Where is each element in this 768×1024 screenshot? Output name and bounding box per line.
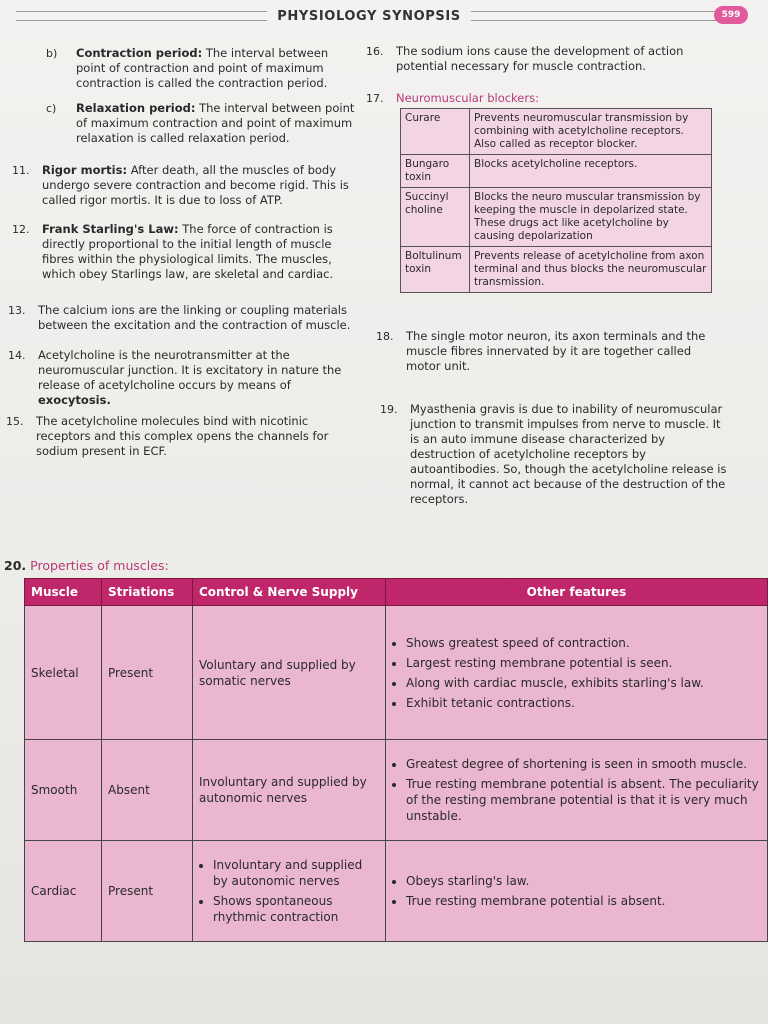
table-row [401, 247, 712, 293]
item-number: 19. [380, 403, 398, 416]
item-term: Frank Starling's Law: [42, 222, 179, 236]
feature-item: • Greatest degree of shortening is seen in smooth muscle. [406, 756, 761, 772]
feature-item: • Shows greatest speed of contraction. [406, 635, 761, 651]
col-header-control: Control & Nerve Supply [193, 579, 386, 606]
other-features [386, 606, 768, 740]
item-12-frank-starling-law [12, 222, 360, 282]
muscle-type: Cardiac [25, 841, 102, 942]
muscle-type: Skeletal [25, 606, 102, 740]
item-text: The calcium ions are the linking or coupling materials between the excitation and the contraction of muscle. [38, 303, 351, 332]
table-header-row [25, 579, 768, 606]
page-header [0, 0, 768, 34]
table-row [25, 740, 768, 841]
drug-effect: Prevents release of acetylcholine from axon terminal and thus blocks the neuromuscular transmission. [470, 247, 712, 293]
striations: Absent [102, 740, 193, 841]
striations: Present [102, 841, 193, 942]
item-bold-term: exocytosis. [38, 393, 111, 407]
item-number: 14. [8, 349, 26, 362]
item-text: Neuromuscular blockers: [396, 91, 539, 105]
item-number: 20. [4, 558, 27, 573]
control-item: • Involuntary and supplied by autonomic nerves [213, 857, 379, 889]
item-text: The interval between point of contraction and point of maximum contraction is called the contraction period. [76, 46, 329, 90]
control-nerve-supply: Voluntary and supplied by somatic nerves [193, 606, 386, 740]
item-number: 16. [366, 45, 384, 58]
item-19-myasthenia-gravis [380, 402, 732, 507]
item-text: The force of contraction is directly proportional to the initial length of muscle fibres within the physiological limits. The muscles, which obey Starlings law, are skeletal and cardiac. [42, 222, 334, 281]
feature-item: • Exhibit tetanic contractions. [406, 695, 761, 711]
item-text: The sodium ions cause the development of action potential necessary for muscle contraction. [396, 44, 684, 73]
item-number: 12. [12, 223, 30, 236]
item-text: The interval between point of maximum contraction and point of maximum relaxation is called relaxation period. [76, 101, 355, 145]
item-contraction-period [46, 46, 360, 91]
header-rule-right [471, 11, 722, 21]
item-number: 11. [12, 164, 30, 177]
drug-name: Boltulinum toxin [401, 247, 470, 293]
item-number: 17. [366, 92, 384, 105]
table-row [25, 606, 768, 740]
table-row [25, 841, 768, 942]
control-nerve-supply: Involuntary and supplied by autonomic nerves [193, 740, 386, 841]
col-header-striations: Striations [102, 579, 193, 606]
muscle-type: Smooth [25, 740, 102, 841]
feature-item: • True resting membrane potential is absent. [406, 893, 761, 909]
other-features [386, 740, 768, 841]
item-text: The single motor neuron, its axon terminals and the muscle fibres innervated by it are together called motor unit. [406, 329, 706, 373]
feature-item: • True resting membrane potential is absent. The peculiarity of the resting membrane potential is that it is very much unstable. [406, 776, 761, 824]
item-text: Acetylcholine is the neurotransmitter at the neuromuscular junction. It is excitatory in nature the release of acetylcholine occurs by means of [38, 348, 342, 392]
item-16-sodium-ions [366, 44, 696, 74]
item-15-nicotinic-receptors [6, 414, 366, 459]
feature-item: • Obeys starling's law. [406, 873, 761, 889]
item-number: 18. [376, 330, 394, 343]
drug-name: Succinyl choline [401, 188, 470, 247]
drug-effect: Blocks acetylcholine receptors. [470, 155, 712, 188]
other-features [386, 841, 768, 942]
table-row [401, 155, 712, 188]
item-17-blockers-heading [366, 91, 696, 106]
col-header-muscle: Muscle [25, 579, 102, 606]
drug-effect: Blocks the neuro muscular transmission by keeping the muscle in depolarized state. These drugs act like acetylcholine by causing depolarization [470, 188, 712, 247]
properties-heading [4, 558, 169, 573]
properties-title: Properties of muscles: [30, 558, 169, 573]
drug-name: Curare [401, 109, 470, 155]
item-number: b) [46, 47, 58, 60]
page-number-badge: 599 [714, 6, 748, 24]
item-number: 15. [6, 415, 24, 428]
control-item: • Shows spontaneous rhythmic contraction [213, 893, 379, 925]
item-18-motor-unit [376, 329, 728, 374]
neuromuscular-blockers-table [400, 108, 712, 293]
item-number: 13. [8, 304, 26, 317]
item-number: c) [46, 102, 57, 115]
item-text: Myasthenia gravis is due to inability of neuromuscular junction to transmit impulses from nerve to muscle. It is an auto immune disease characterized by destruction of acetylcholine receptors by autoantibodies. So, though the acetylcholine release is normal, it cannot act because of the destruction of the receptors. [410, 402, 727, 506]
header-rule-left [16, 11, 267, 21]
item-term: Rigor mortis: [42, 163, 128, 177]
drug-effect: Prevents neuromuscular transmission by combining with acetylcholine receptors. Also called as receptor blocker. [470, 109, 712, 155]
feature-item: • Along with cardiac muscle, exhibits starling's law. [406, 675, 761, 691]
col-header-other-features: Other features [386, 579, 768, 606]
item-relaxation-period [46, 101, 360, 146]
item-11-rigor-mortis [12, 163, 360, 208]
drug-name: Bungaro toxin [401, 155, 470, 188]
item-term: Relaxation period: [76, 101, 196, 115]
control-nerve-supply [193, 841, 386, 942]
feature-item: • Largest resting membrane potential is seen. [406, 655, 761, 671]
running-head: PHYSIOLOGY SYNOPSIS [277, 8, 461, 24]
item-14-acetylcholine [8, 348, 360, 408]
item-text: The acetylcholine molecules bind with nicotinic receptors and this complex opens the channels for sodium present in ECF. [36, 414, 329, 458]
properties-of-muscles-table [24, 578, 768, 942]
striations: Present [102, 606, 193, 740]
table-row [401, 109, 712, 155]
item-text: After death, all the muscles of body undergo severe contraction and become rigid. This is called rigor mortis. It is due to loss of ATP. [42, 163, 349, 207]
table-row [401, 188, 712, 247]
item-13-calcium-ions [8, 303, 360, 333]
item-term: Contraction period: [76, 46, 203, 60]
